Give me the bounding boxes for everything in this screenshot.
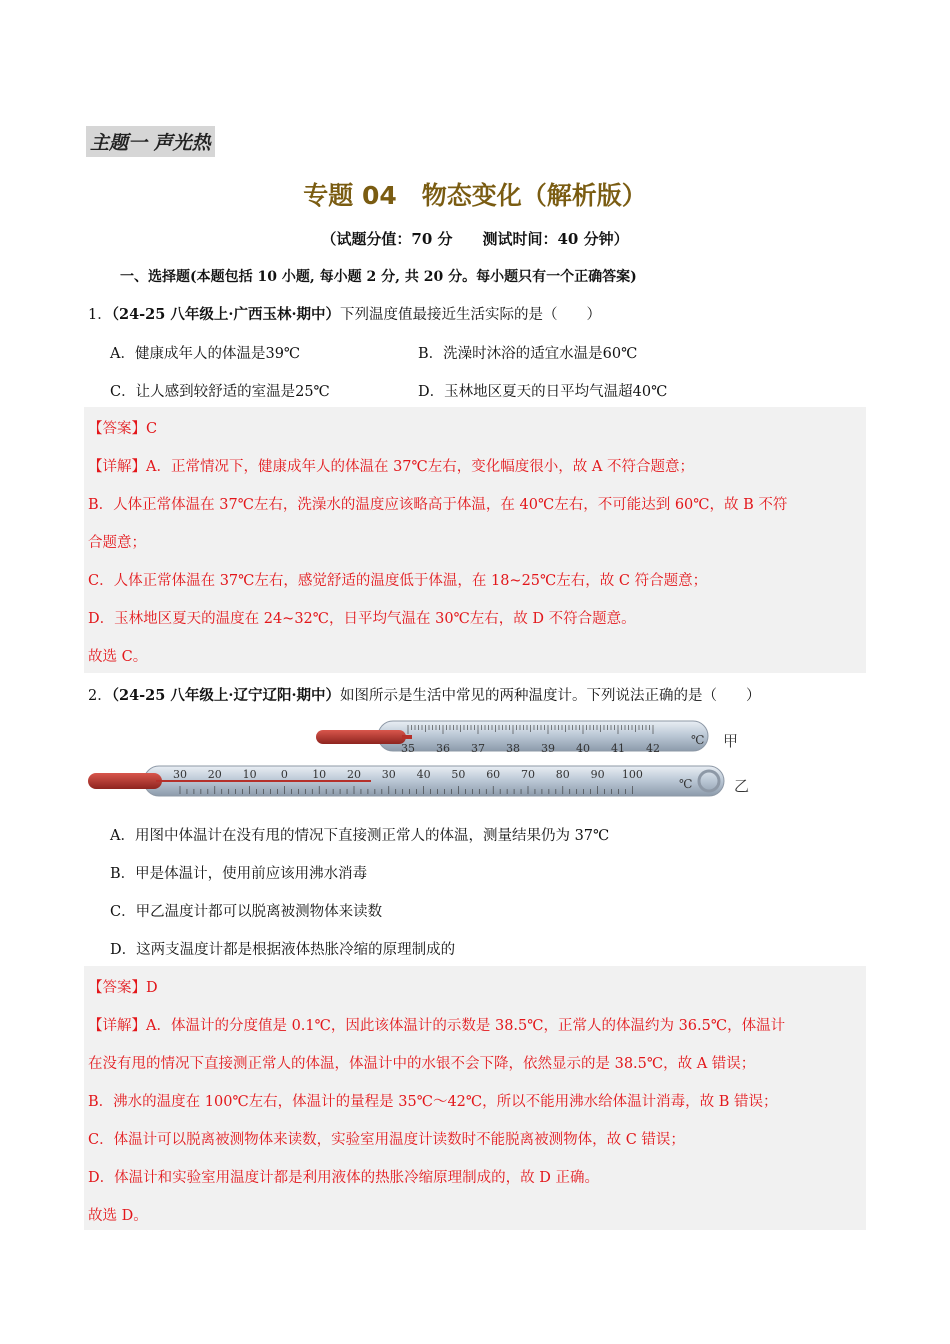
q1-answer: 【答案】C [88, 421, 158, 437]
q2-option-d: D．这两支温度计都是根据液体热胀冷缩的原理制成的 [110, 942, 456, 958]
q1-detail-2: B．人体正常体温在 37℃左右，洗澡水的温度应该略高于体温，在 40℃左右，不可能达到 60℃，故 B 不符 [88, 497, 788, 513]
thermometer-yi-label: 乙 [734, 777, 750, 795]
thermometer-jia-tick-label: 37 [471, 742, 485, 755]
q2-option-b: B．甲是体温计，使用前应该用沸水消毒 [110, 866, 368, 882]
thermometer-jia-tick-label: 38 [506, 742, 520, 755]
thermometer-yi-tick-label: 40 [416, 768, 431, 781]
thermometer-yi-tick-label: 30 [381, 768, 396, 781]
thermometer-jia-tick-label: 41 [611, 742, 625, 755]
q2-option-c: C．甲乙温度计都可以脱离被测物体来读数 [110, 904, 383, 920]
thermometer-yi-tick-label: 80 [555, 768, 570, 781]
thermometer-jia-bulb [316, 730, 406, 744]
q2-detail-4: C．体温计可以脱离被测物体来读数，实验室用温度计读数时不能脱离被测物体，故 C 错误； [88, 1132, 685, 1148]
question-source: （24-25 八年级上·辽宁辽阳·期中） [111, 687, 341, 704]
thermometer-jia-tick-label: 35 [401, 742, 415, 755]
q1-detail-3: 合题意； [88, 535, 146, 551]
thermometer-yi [88, 766, 749, 796]
thermometer-yi-bulb [88, 773, 162, 789]
thermometer-yi-tick-label: 70 [521, 768, 535, 781]
question-stem: 如图所示是生活中常见的两种温度计。下列说法正确的是（ ） [340, 688, 761, 704]
exam-info: （试题分值：70 分 测试时间：40 分钟） [321, 230, 629, 248]
thermometer-yi-tick-label: 50 [451, 768, 466, 781]
thermometer-yi-tick-label: 20 [207, 768, 222, 781]
q2-option-a: A．用图中体温计在没有甩的情况下直接测正常人的体温，测量结果仍为 37℃ [110, 828, 610, 844]
question-stem: 下列温度值最接近生活实际的是（ ） [340, 307, 602, 323]
thermometer-jia-tick-label: 42 [646, 742, 660, 755]
q2-detail-5: D．体温计和实验室用温度计都是利用液体的热胀冷缩原理制成的，故 D 正确。 [88, 1170, 599, 1186]
topic-label: 主题一 声光热 [86, 126, 215, 157]
question-source: （24-25 八年级上·广西玉林·期中） [111, 306, 341, 323]
thermometer-jia-tick-label: 36 [436, 742, 450, 755]
q2-detail-2: 在没有甩的情况下直接测正常人的体温，体温计中的水银不会下降，依然显示的是 38.5℃，故 A 错误； [88, 1056, 756, 1072]
thermometer-jia-tick-label: 39 [541, 742, 555, 755]
q1-answer-box [84, 407, 866, 673]
thermometer-yi-tick-label: 0 [280, 768, 288, 781]
q2-answer-box [84, 966, 866, 1230]
q2-answer: 【答案】D [88, 980, 158, 996]
q2-detail-3: B．沸水的温度在 100℃左右，体温计的量程是 35℃～42℃，所以不能用沸水给体温计消毒，故 B 错误； [88, 1094, 778, 1110]
q2-detail-1: 【详解】A．体温计的分度值是 0.1℃，因此该体温计的示数是 38.5℃，正常人的体温约为 36.5℃，体温计 [88, 1018, 786, 1034]
thermometer-figure [86, 712, 766, 804]
thermometer-jia-tick-label: 40 [576, 742, 590, 755]
thermometer-yi-tick-label: 30 [173, 768, 187, 781]
q1-option-b: B．洗澡时沐浴的适宜水温是60℃ [418, 346, 638, 362]
question-number: 2． [88, 688, 112, 704]
q1-detail-6: 故选 C。 [88, 649, 148, 665]
thermometer-jia-unit: ℃ [691, 733, 705, 747]
question-1 [88, 303, 601, 324]
thermometer-yi-tick-label: 10 [312, 768, 327, 781]
thermometer-yi-tick-label: 60 [486, 768, 501, 781]
q1-option-a: A．健康成年人的体温是39℃ [110, 346, 301, 362]
thermometer-jia [316, 721, 738, 755]
question-2 [88, 684, 761, 705]
thermometer-yi-unit: ℃ [679, 777, 693, 791]
thermometer-yi-tick-label: 10 [242, 768, 257, 781]
q1-detail-5: D．玉林地区夏天的温度在 24~32℃，日平均气温在 30℃左右，故 D 不符合题意。 [88, 611, 636, 627]
q1-detail-1: 【详解】A．正常情况下，健康成年人的体温在 37℃左右，变化幅度很小，故 A 不符合题意； [88, 459, 694, 475]
q1-option-d: D．玉林地区夏天的日平均气温超40℃ [418, 384, 668, 400]
section-heading: 一、选择题(本题包括 10 小题, 每小题 2 分, 共 20 分。每小题只有一个正确答案) [120, 269, 637, 285]
thermometer-yi-tick-label: 100 [621, 768, 643, 781]
page-title: 专题 04 物态变化（解析版） [303, 181, 647, 210]
thermometer-jia-label: 甲 [723, 732, 739, 750]
thermometer-yi-tick-label: 20 [347, 768, 361, 781]
question-number: 1． [88, 307, 112, 323]
q2-detail-6: 故选 D。 [88, 1208, 148, 1224]
q1-detail-4: C．人体正常体温在 37℃左右，感觉舒适的温度低于体温，在 18~25℃左右，故 C 符合题意； [88, 573, 708, 589]
thermometer-yi-tick-label: 90 [590, 768, 605, 781]
q1-option-c: C．让人感到较舒适的室温是25℃ [110, 384, 330, 400]
